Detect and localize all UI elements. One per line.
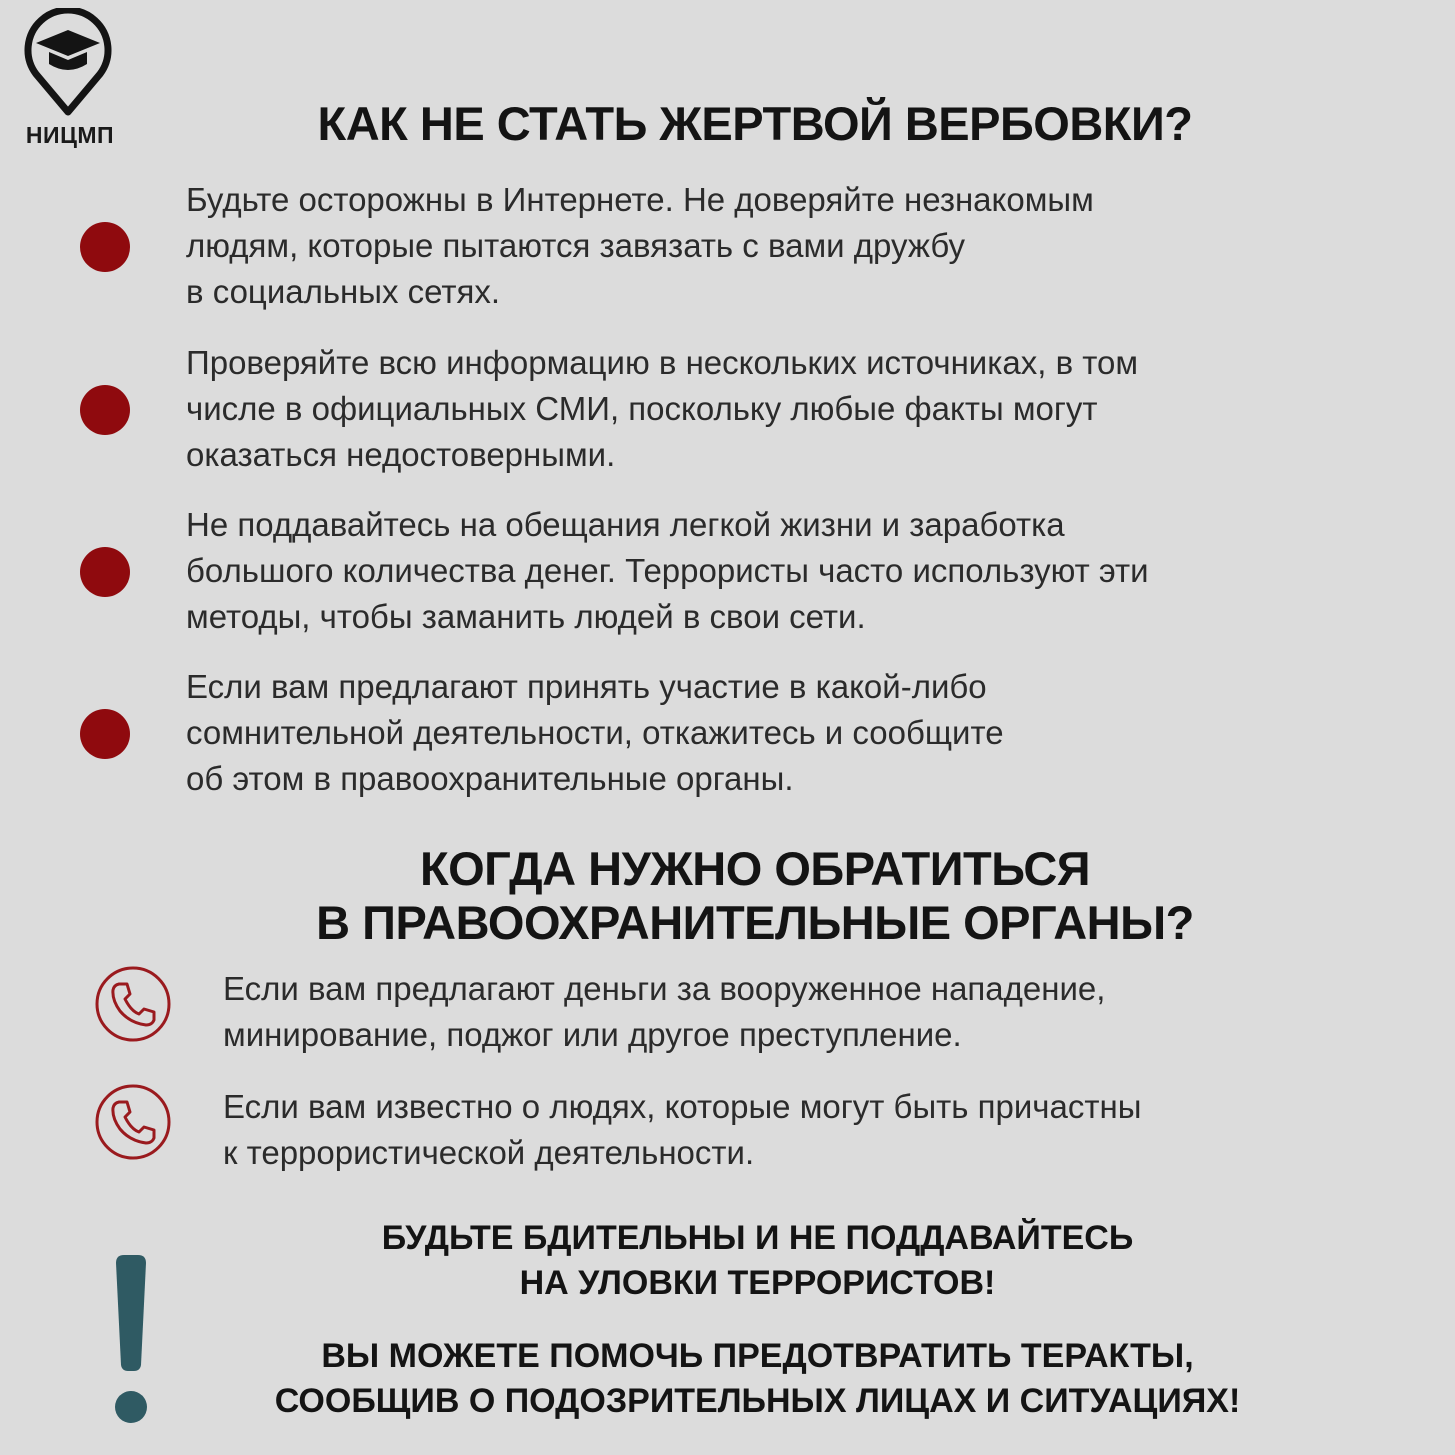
case-text: Если вам предлагают деньги за вооруженное нападение, минирование, поджог или другое преступление.: [223, 970, 1106, 1053]
logo: [6, 8, 130, 148]
phone-icon: [95, 966, 171, 1042]
exclamation-icon: [110, 1253, 152, 1425]
tip-text: Будьте осторожны в Интернете. Не доверяйте незнакомым людям, которые пытаются завязать с вами дружбу в социальных сетях.: [186, 181, 1094, 310]
bullet-dot-icon: [80, 709, 130, 759]
section-title: КОГДА НУЖНО ОБРАТИТЬСЯ В ПРАВООХРАНИТЕЛЬНЫЕ ОРГАНЫ?: [316, 842, 1194, 949]
logo-text: НИЦМП: [25, 122, 115, 148]
bullet-dot-icon: [80, 547, 130, 597]
bullet-dot-icon: [80, 385, 130, 435]
tip-text: Проверяйте всю информацию в нескольких источниках, в том числе в официальных СМИ, поскольку любые факты могут оказаться недостоверными.: [186, 344, 1139, 473]
list-item: [80, 502, 1400, 642]
list-item: [80, 340, 1400, 480]
bullet-dot-icon: [80, 222, 130, 272]
graduation-cap-pin-icon: [22, 8, 114, 116]
warning-text-1: БУДЬТЕ БДИТЕЛЬНЫ И НЕ ПОДДАВАЙТЕСЬ НА УЛОВКИ ТЕРРОРИСТОВ!: [381, 1219, 1134, 1302]
warning-text-2: ВЫ МОЖЕТЕ ПОМОЧЬ ПРЕДОТВРАТИТЬ ТЕРАКТЫ, СООБЩИВ О ПОДОЗРИТЕЛЬНЫХ ЛИЦАХ И СИТУАЦИЯХ!: [274, 1337, 1241, 1420]
list-item: [80, 664, 1400, 804]
case-text: Если вам известно о людях, которые могут быть причастны к террористической деятельности.: [223, 1088, 1142, 1171]
list-item: [80, 177, 1400, 317]
list-item: [95, 966, 1405, 1066]
tip-text: Если вам предлагают принять участие в какой-либо сомнительной деятельности, откажитесь и сообщите об этом в правоохранительные органы.: [186, 668, 1004, 797]
list-item: [95, 1084, 1405, 1184]
phone-icon: [95, 1084, 171, 1160]
page-title: КАК НЕ СТАТЬ ЖЕРТВОЙ ВЕРБОВКИ?: [317, 97, 1193, 150]
tip-text: Не поддавайтесь на обещания легкой жизни и заработка большого количества денег. Террористы часто используют эти методы, чтобы заманить людей в свои сети.: [186, 506, 1149, 635]
